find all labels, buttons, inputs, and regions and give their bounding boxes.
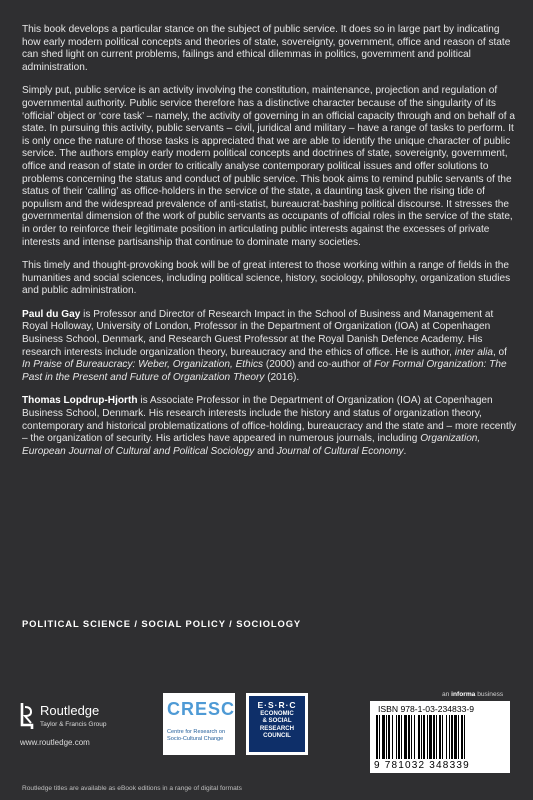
- bio-2-text-a: is Associate Professor in the Department of Organization (IOA) at Copenhagen Business School, Denmark. His research interests include the history and status of organization theory, contemporary and historical problematizations of office-holding, bureaucracy and the state and – more recently – the organization of security. His articles have appeared in numerous journals, including: [22, 395, 517, 445]
- bio-1-book-2: For Formal Organization: The Past in the Present and Future of Organization Theory: [22, 359, 507, 383]
- blurb-paragraph-3: This timely and thought-provoking book will be of great interest to those working within a range of fields in the humanities and social sciences, including political science, history, sociology, philosophy, organization studies and public administration.: [22, 260, 511, 297]
- isbn-label: ISBN 978-1-03-234833-9: [378, 704, 475, 714]
- cresc-subtitle-line-1: Centre for Research on: [167, 729, 226, 735]
- esrc-line-2: & SOCIAL: [262, 717, 292, 725]
- publisher-tagline: Taylor & Francis Group: [40, 721, 107, 728]
- bio-1-text-d: (2016).: [264, 371, 300, 383]
- publisher-name: Routledge: [40, 703, 100, 718]
- publisher-url: www.routledge.com: [20, 738, 90, 747]
- blurb: [22, 24, 518, 467]
- blurb-paragraph-2: Simply put, public service is an activity involving the constitution, maintenance, projection and regulation of governmental authority. Public service therefore has a distinctive character because of the singularity of its ‘official’ object or ‘core task’ – namely, the activity of governing in an official capacity through and on behalf of a state. In pursuing this activity, public servants – civil, juridical and military – have a range of tasks to perform. It is only once the nature of those tasks is appreciated that we are able to identify the unique character of public service. The authors employ early modern political concepts and doctrines of state, sovereignty, government, office and reason of state in order to critically analyse contemporary political issues and offer solutions to problems concerning the status and conduct of public service. This book aims to remind public servants of the status of their ‘calling’ as office-holders in the service of the state, a daunting task given the rising tide of populism and the widespread prevalence of anti-statist, bureaucrat-bashing political discourse. It stresses the governmental dimension of the work of public servants as occupants of official roles in the service of the state, in order to reinforce their legitimate position in articulating public interests against the excesses of private interests and intense partisanship that continue to dominate many societies.: [22, 85, 516, 248]
- routledge-mark-icon: [20, 701, 34, 731]
- cresc-subtitle-line-2: Socio-Cultural Change: [167, 736, 224, 742]
- bio-2-text-b: and: [254, 445, 277, 457]
- esrc-line-1: ECONOMIC: [260, 710, 294, 717]
- esrc-line-3: RESEARCH: [259, 724, 295, 732]
- informa-prefix: an: [442, 691, 452, 698]
- bio-2-journal-last: Journal of Cultural Economy: [276, 445, 404, 457]
- author-bio-1: [22, 309, 518, 385]
- author-bio-2: [22, 395, 518, 458]
- informa-suffix: business: [475, 691, 504, 698]
- cresc-subtitle: [167, 729, 225, 743]
- author-name-1: Paul du Gay: [22, 308, 81, 320]
- bio-1-text-a: is Professor and Director of Research Impact in the School of Business and Management at Royal Holloway, University of London, Professor in the Department of Organization (IOA) at Copenhagen Business School, Denmark, and Research Guest Professor at the Royal Danish Defence Academy. His research interests include organization theory, bureaucracy and the ethics of office. He is author,: [22, 308, 494, 358]
- esrc-logo: [246, 693, 308, 755]
- bio-2-journals: Organization, European Journal of Cultural and Political Sociology: [22, 433, 481, 457]
- bio-2-text-c: .: [403, 445, 407, 457]
- bio-1-book-1: In Praise of Bureaucracy: Weber, Organization, Ethics: [22, 359, 264, 371]
- barcode-number: 9 781032 348339: [374, 760, 470, 771]
- subject-categories: POLITICAL SCIENCE / SOCIAL POLICY / SOCIOLOGY: [22, 618, 302, 629]
- cresc-logo: [163, 693, 235, 755]
- informa-brand: informa: [451, 691, 476, 698]
- footer-note: Routledge titles are available as eBook editions in a range of digital formats: [22, 785, 242, 792]
- esrc-badge: [249, 696, 305, 752]
- author-name-2: Thomas Lopdrup-Hjorth: [22, 395, 138, 407]
- blurb-paragraph-1: This book develops a particular stance on the subject of public service. It does so in large part by indicating how early modern political concepts and theories of state, sovereignty, government, office and reason of state can shed light on current problems, failings and ethical dilemmas in politics, government and political administration.: [22, 24, 511, 73]
- routledge-logo: [20, 697, 120, 757]
- bio-1-text-b: , of: [492, 346, 507, 358]
- cresc-wordmark: CRESC: [167, 699, 236, 719]
- esrc-letters: E·S·R·C: [257, 700, 297, 710]
- bio-1-inter-alia: inter alia: [454, 346, 493, 358]
- esrc-line-4: COUNCIL: [263, 732, 291, 740]
- informa-tagline: [442, 691, 503, 698]
- isbn-barcode: [370, 701, 510, 773]
- barcode-bars-icon: [376, 715, 504, 759]
- bio-1-text-c: (2000) and co-author of: [263, 359, 375, 371]
